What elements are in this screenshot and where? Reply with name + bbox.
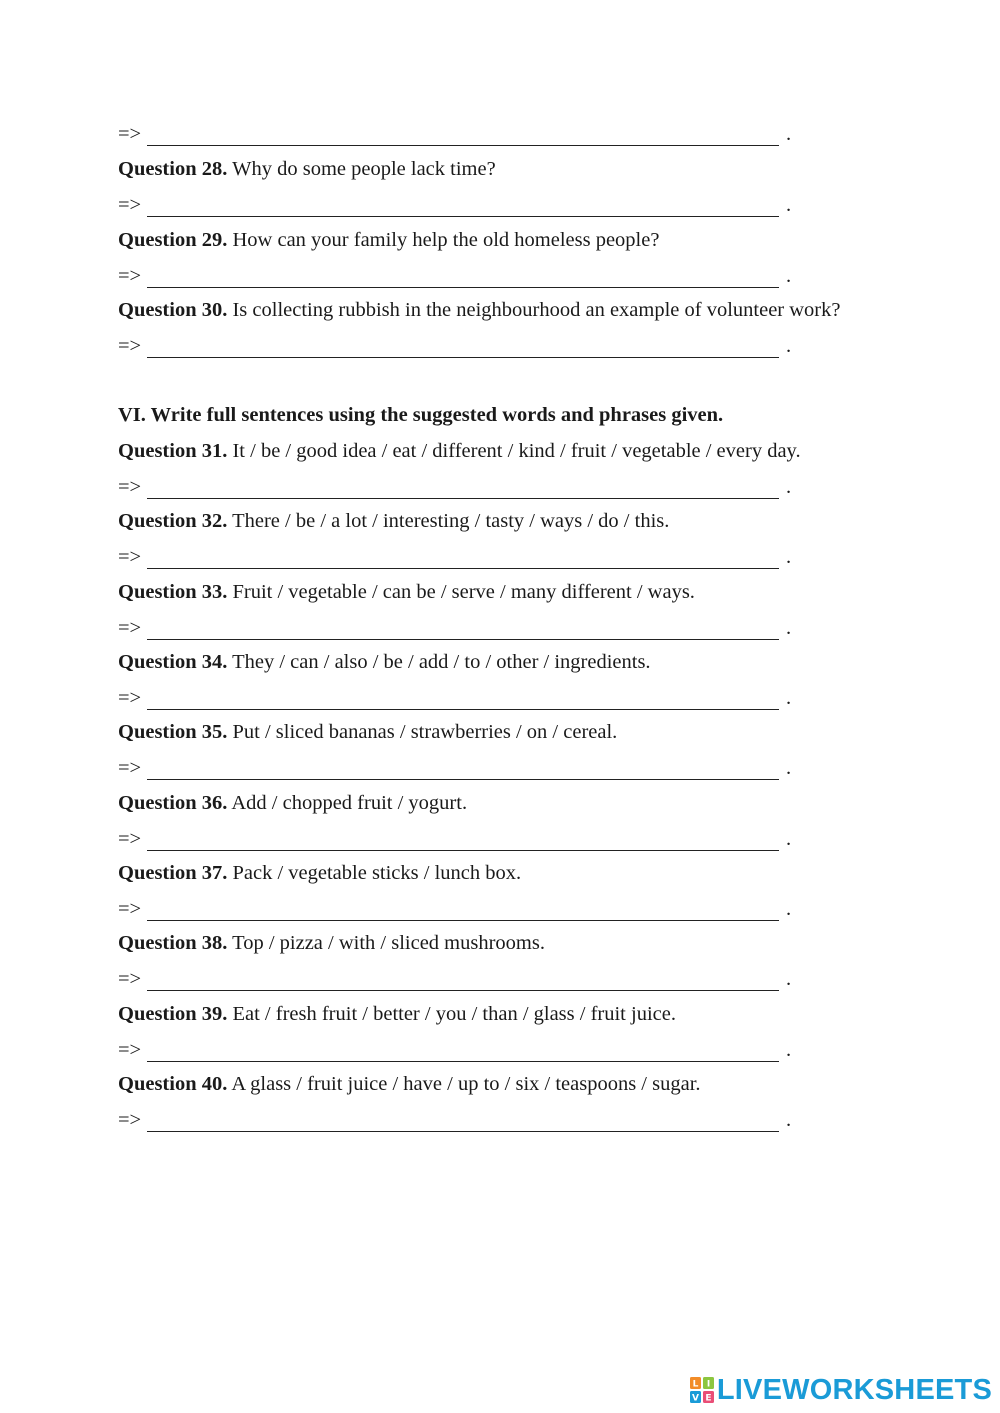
answer-row-q38 (118, 965, 798, 993)
question-text: Fruit / vegetable / can be / serve / many different / ways. (227, 581, 695, 603)
question-34 (118, 648, 651, 676)
answer-input-q38[interactable] (147, 970, 779, 991)
question-text: Top / pizza / with / sliced mushrooms. (227, 932, 545, 954)
answer-arrow: => (118, 335, 142, 357)
answer-period: . (786, 335, 792, 357)
answer-row-q37 (118, 895, 798, 923)
answer-arrow: => (118, 757, 142, 779)
answer-arrow: => (118, 968, 142, 990)
question-label: Question 35. (118, 721, 228, 743)
question-text: Why do some people lack time? (227, 158, 496, 180)
answer-input-q27[interactable] (147, 125, 779, 146)
answer-period: . (786, 476, 792, 498)
answer-arrow: => (118, 898, 142, 920)
answer-row-q27 (118, 120, 798, 148)
liveworksheets-logo-text: LIVEWORKSHEETS (716, 1374, 992, 1406)
answer-row-q35 (118, 754, 798, 782)
question-32 (118, 507, 669, 535)
section-vi-title: VI. Write full sentences using the suggested words and phrases given. (118, 404, 724, 426)
answer-period: . (786, 194, 792, 216)
answer-row-q33 (118, 614, 798, 642)
question-label: Question 37. (118, 862, 228, 884)
answer-arrow: => (118, 476, 142, 498)
answer-period: . (786, 617, 792, 639)
answer-input-q40[interactable] (147, 1111, 779, 1132)
question-text: Pack / vegetable sticks / lunch box. (227, 862, 522, 884)
svg-text:I: I (706, 1379, 711, 1390)
answer-arrow: => (118, 265, 142, 287)
answer-input-q33[interactable] (147, 619, 779, 640)
liveworksheets-logo-icon (689, 1375, 715, 1405)
answer-input-q39[interactable] (147, 1041, 779, 1062)
answer-row-q32 (118, 543, 798, 571)
answer-row-q28 (118, 191, 798, 219)
answer-row-q30 (118, 332, 798, 360)
question-text: How can your family help the old homeless people? (227, 229, 660, 251)
question-label: Question 38. (118, 932, 228, 954)
question-label: Question 39. (118, 1003, 228, 1025)
svg-text:E: E (705, 1393, 712, 1404)
question-30 (118, 296, 841, 324)
answer-period: . (786, 757, 792, 779)
answer-input-q34[interactable] (147, 689, 779, 710)
answer-row-q36 (118, 825, 798, 853)
question-text: Add / chopped fruit / yogurt. (227, 792, 468, 814)
question-39 (118, 1000, 676, 1028)
answer-arrow: => (118, 617, 142, 639)
question-text: They / can / also / be / add / to / other / ingredients. (227, 651, 651, 673)
question-label: Question 28. (118, 158, 228, 180)
answer-period: . (786, 546, 792, 568)
question-label: Question 33. (118, 581, 228, 603)
answer-row-q39 (118, 1036, 798, 1064)
answer-arrow: => (118, 123, 142, 145)
answer-row-q34 (118, 684, 798, 712)
answer-input-q37[interactable] (147, 900, 779, 921)
answer-period: . (786, 265, 792, 287)
question-label: Question 32. (118, 510, 228, 532)
answer-arrow: => (118, 1039, 142, 1061)
question-40 (118, 1070, 701, 1098)
answer-input-q30[interactable] (147, 337, 779, 358)
question-label: Question 40. (118, 1073, 228, 1095)
answer-arrow: => (118, 194, 142, 216)
svg-text:L: L (692, 1379, 699, 1390)
question-28 (118, 155, 496, 183)
answer-period: . (786, 968, 792, 990)
question-label: Question 34. (118, 651, 228, 673)
answer-input-q29[interactable] (147, 267, 779, 288)
answer-arrow: => (118, 1109, 142, 1131)
question-text: There / be / a lot / interesting / tasty / ways / do / this. (227, 510, 670, 532)
answer-input-q36[interactable] (147, 830, 779, 851)
question-38 (118, 929, 545, 957)
question-33 (118, 578, 695, 606)
answer-row-q31 (118, 473, 798, 501)
question-text: A glass / fruit juice / have / up to / six / teaspoons / sugar. (227, 1073, 701, 1095)
answer-period: . (786, 1109, 792, 1131)
answer-period: . (786, 123, 792, 145)
answer-arrow: => (118, 546, 142, 568)
question-label: Question 29. (118, 229, 228, 251)
question-label: Question 31. (118, 440, 228, 462)
answer-row-q40 (118, 1106, 798, 1134)
answer-period: . (786, 1039, 792, 1061)
svg-text:V: V (691, 1393, 699, 1404)
question-label: Question 30. (118, 299, 228, 321)
question-text: Is collecting rubbish in the neighbourhood an example of volunteer work? (227, 299, 841, 321)
answer-period: . (786, 687, 792, 709)
answer-row-q29 (118, 262, 798, 290)
answer-input-q35[interactable] (147, 759, 779, 780)
question-label: Question 36. (118, 792, 228, 814)
liveworksheets-logo (689, 1373, 992, 1407)
answer-period: . (786, 898, 792, 920)
question-35 (118, 718, 617, 746)
answer-input-q28[interactable] (147, 196, 779, 217)
answer-input-q32[interactable] (147, 548, 779, 569)
question-36 (118, 789, 467, 817)
question-text: It / be / good idea / eat / different / kind / fruit / vegetable / every day. (227, 440, 801, 462)
answer-arrow: => (118, 828, 142, 850)
question-text: Eat / fresh fruit / better / you / than / glass / fruit juice. (227, 1003, 676, 1025)
answer-period: . (786, 828, 792, 850)
answer-arrow: => (118, 687, 142, 709)
question-text: Put / sliced bananas / strawberries / on / cereal. (227, 721, 618, 743)
answer-input-q31[interactable] (147, 478, 779, 499)
question-29 (118, 226, 659, 254)
question-31 (118, 437, 801, 465)
question-37 (118, 859, 521, 887)
